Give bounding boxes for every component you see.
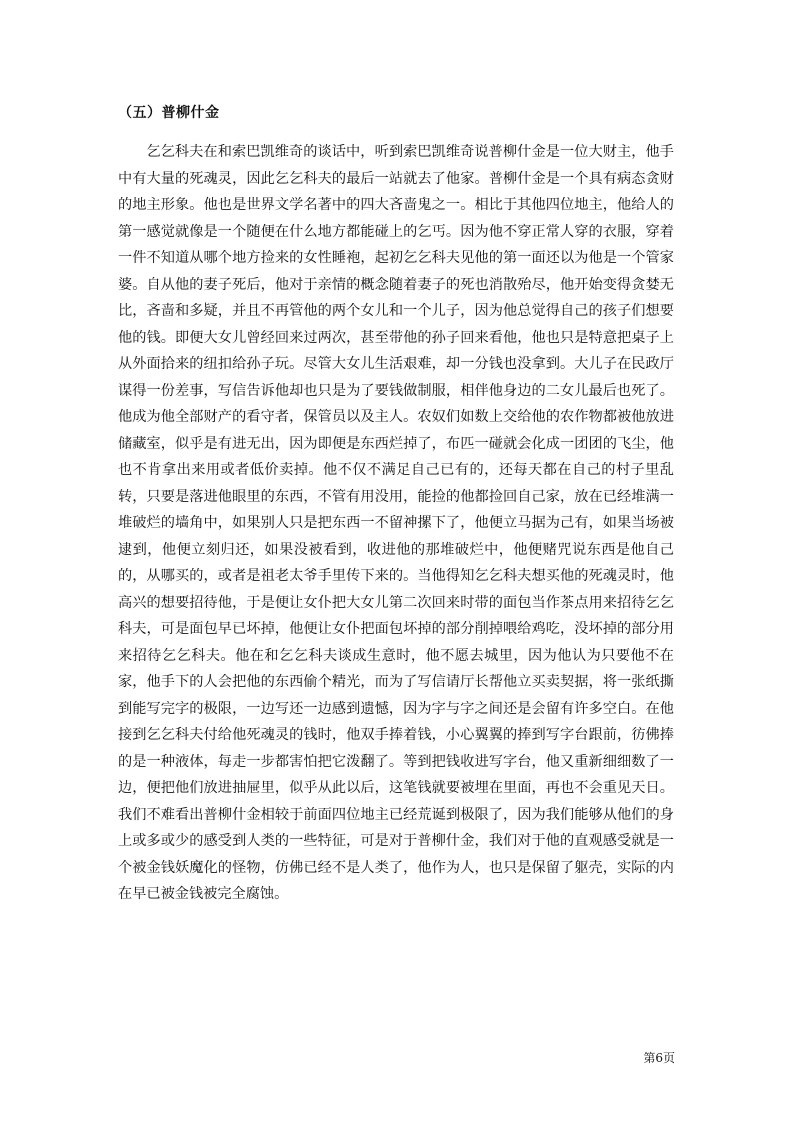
body-paragraph: 乞乞科夫在和索巴凯维奇的谈话中，听到索巴凯维奇说普柳什金是一位大财主，他手中有大量的死魂灵，因此乞乞科夫的最后一站就去了他家。普柳什金是一个具有病态贪财的地主形象。他也是世界文学名著中的四大吝啬鬼之一。相比于其他四位地主，他给人的第一感觉就像是一个随便在什么地方都能碰上的乞丐。因为他不穿正常人穿的衣服，穿着一件不知道从哪个地方捡来的女性睡袍，起初乞乞科夫见他的第一面还以为他是一个管家婆。自从他的妻子死后，他对于亲情的概念随着妻子的死也消散殆尽，他开始变得贪婪无比，吝啬和多疑，并且不再管他的两个女儿和一个儿子，因为他总觉得自己的孩子们想要他的钱。即便大女儿曾经回来过两次，甚至带他的孙子回来看他，他也只是特意把桌子上从外面拾来的纽扣给孙子玩。尽管大女儿生活艰难，却一分钱也没拿到。大儿子在民政厅谋得一份差事，写信告诉他却也只是为了要钱做制服，相伴他身边的二女儿最后也死了。他成为他全部财产的看守者，保管员以及主人。农奴们如数上交给他的农作物都被他放进储藏室，似乎是有进无出，因为即便是东西烂掉了，布匹一碰就会化成一团团的飞尘，他也不肯拿出来用或者低价卖掉。他不仅不满足自己已有的，还每天都在自己的村子里乱转，只要是落进他眼里的东西，不管有用没用，能捡的他都捡回自己家，放在已经堆满一堆破烂的墙角中，如果别人只是把东西一不留神摞下了，他便立马据为己有，如果当场被逮到，他便立刻归还，如果没被看到，收进他的那堆破烂中，他便赌咒说东西是他自己的，从哪买的，或者是祖老太爷手里传下来的。当他得知乞乞科夫想买他的死魂灵时，他高兴的想要招待他，于是便让女仆把大女儿第二次回来时带的面包当作茶点用来招待乞乞科夫，可是面包早已坏掉，他便让女仆把面包坏掉的部分削掉喂给鸡吃，没坏掉的部分用来招待乞乞科夫。他在和乞乞科夫谈成生意时，他不愿去城里，因为他认为只要他不在家，他手下的人会把他的东西偷个精光，而为了写信请厅长帮他立买卖契据，将一张纸撕到能写完字的极限，一边写还一边感到遗憾，因为字与字之间还是会留有许多空白。在他接到乞乞科夫付给他死魂灵的钱时，他双手捧着钱，小心翼翼的捧到写字台跟前，彷佛捧的是一种液体，每走一步都害怕把它泼翻了。等到把钱收进写字台，他又重新细细数了一边，便把他们放进抽屉里，似乎从此以后，这笔钱就要被埋在里面，再也不会重见天日。我们不难看出普柳什金相较于前面四位地主已经荒诞到极限了，因为我们能够从他们的身上或多或少的感受到人类的一些特征，可是对于普柳什金，我们对于他的直观感受就是一个被金钱妖魔化的怪物，仿佛已经不是人类了，他作为人，也只是保留了躯壳，实际的内在早已被金钱被完全腐蚀。 [118,144,674,902]
page-number: 第6页 [643,1051,675,1065]
section-heading: （五）普柳什金 [118,105,220,121]
